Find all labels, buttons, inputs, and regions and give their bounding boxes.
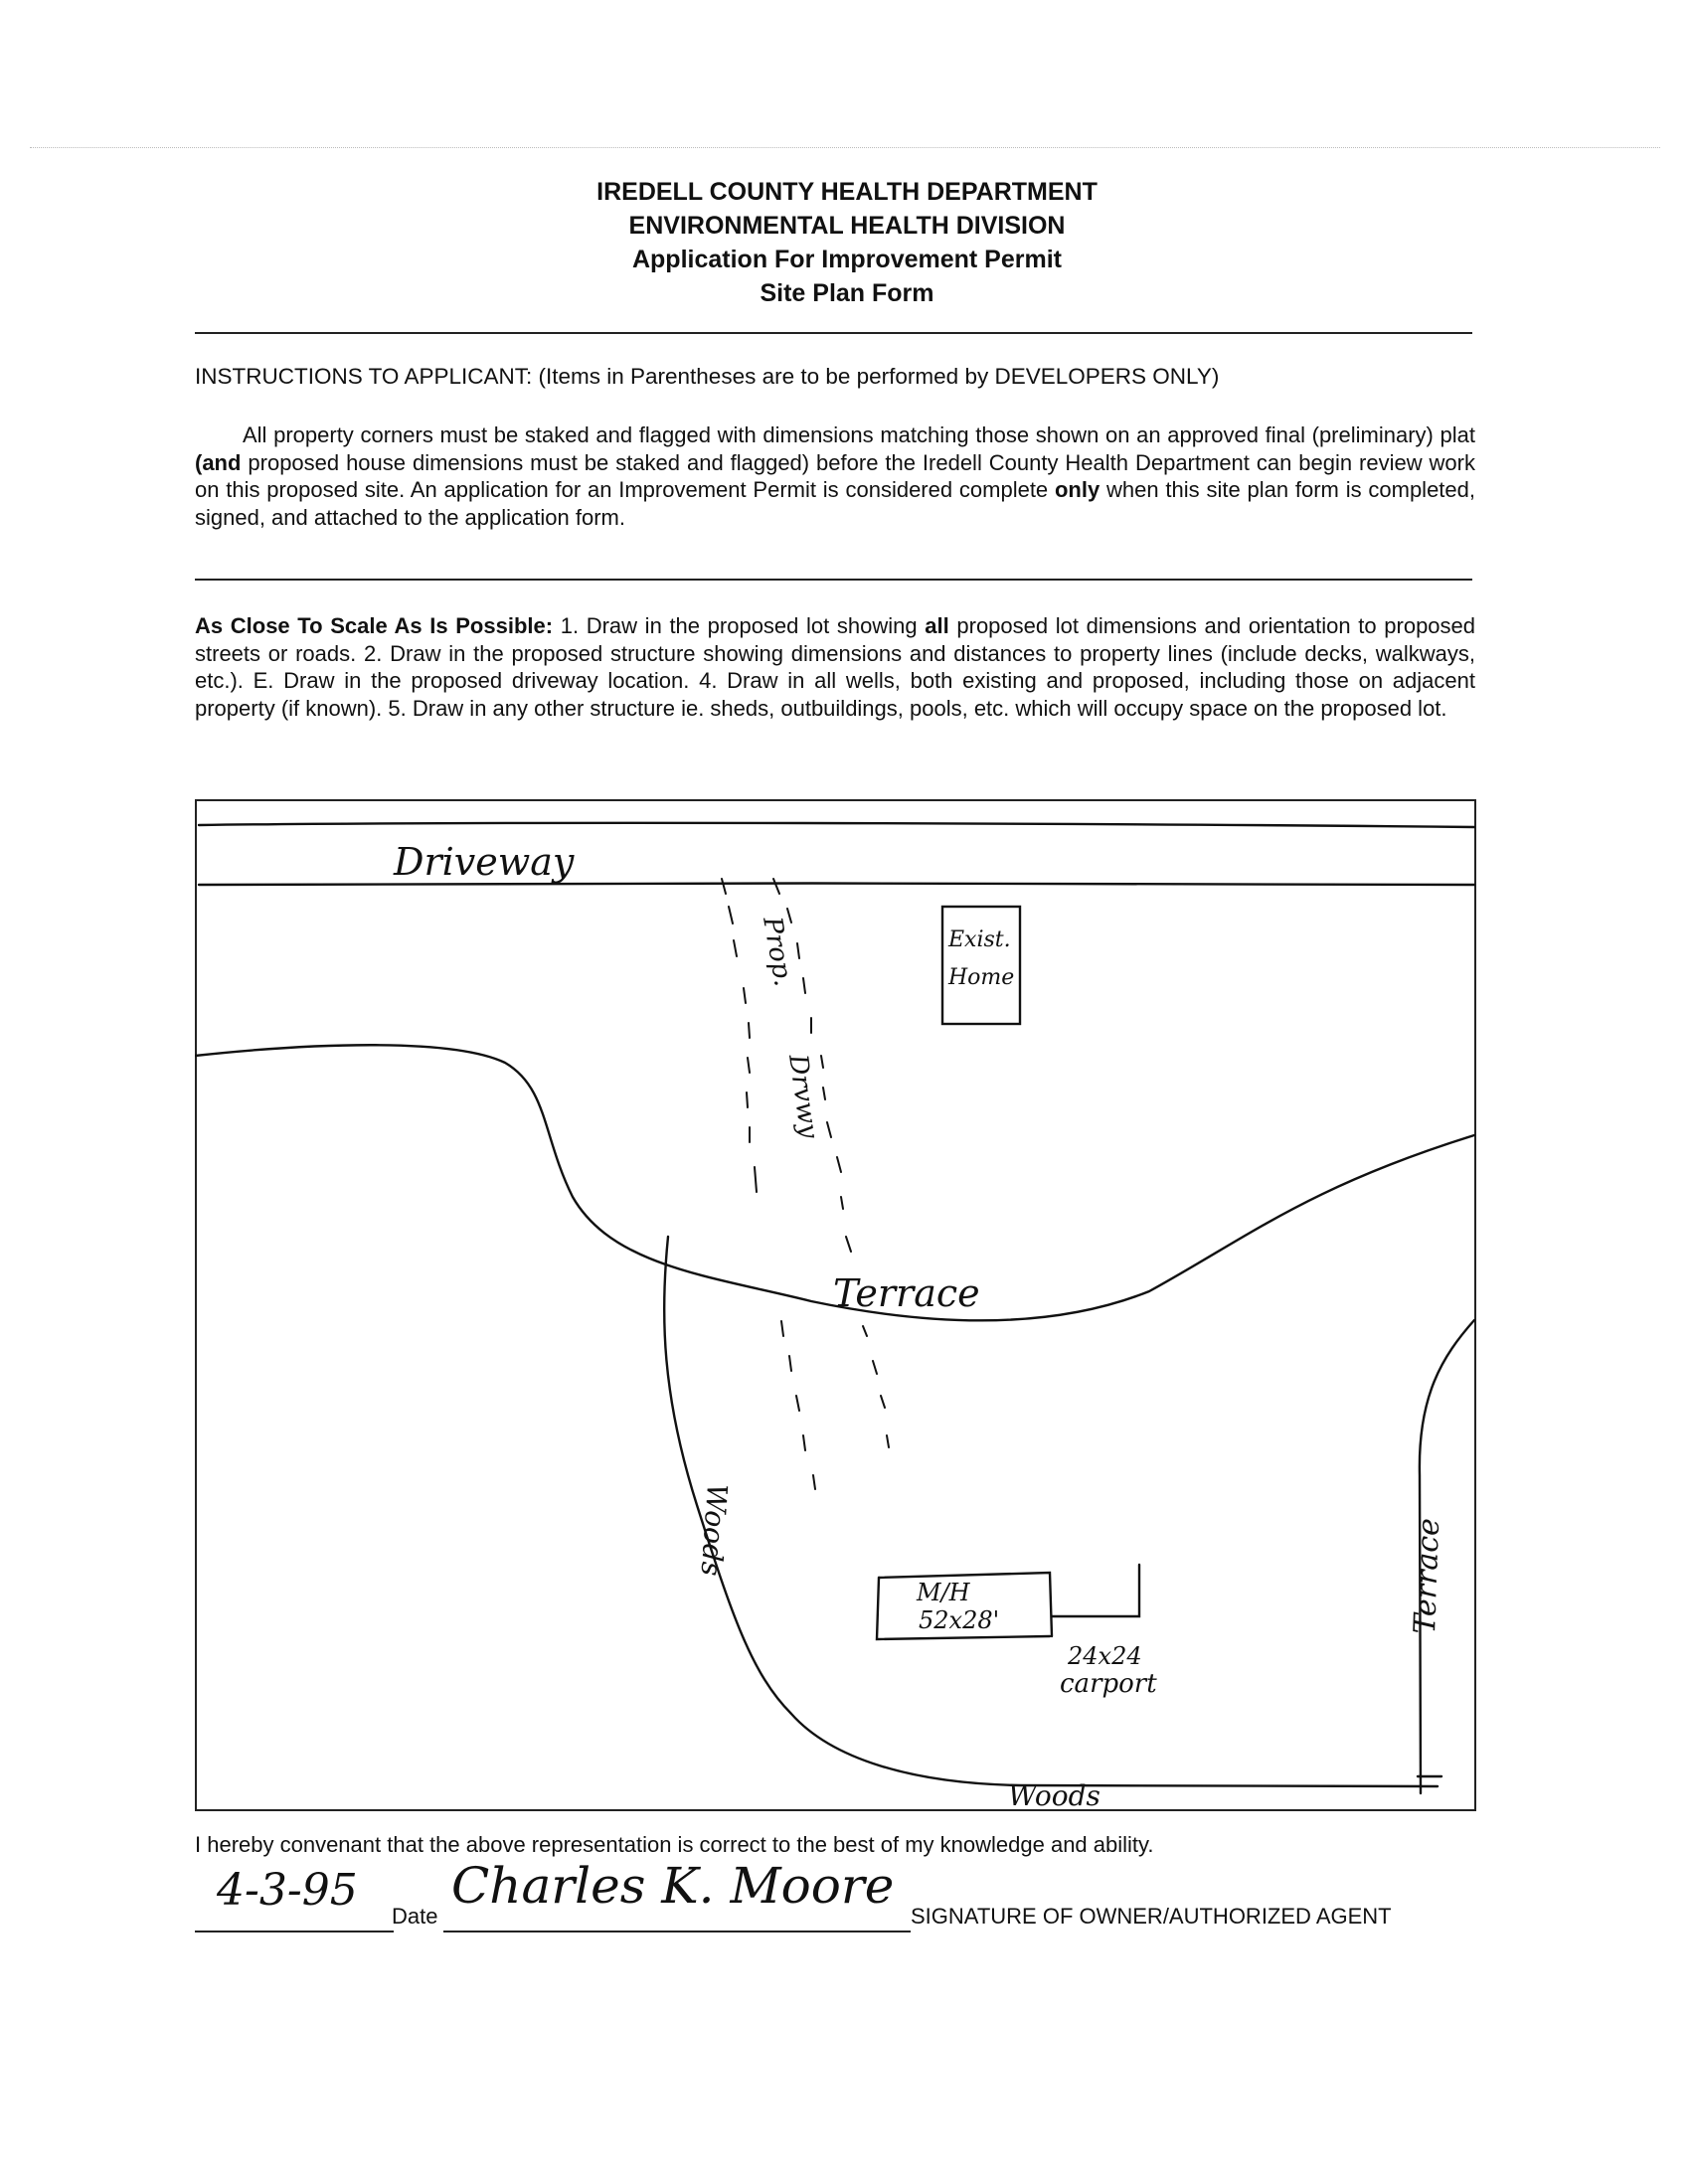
scale-lead: As Close To Scale As Is Possible:	[195, 613, 554, 638]
woods-bottom-label: Woods	[1008, 1779, 1101, 1811]
terrace-label: Terrace	[833, 1271, 980, 1315]
signature-underline	[443, 1931, 911, 1932]
form-subtitle: Site Plan Form	[760, 279, 934, 307]
owner-signature: Charles K. Moore	[451, 1857, 895, 1915]
driveway-label: Driveway	[394, 840, 575, 884]
instructions-bold-and: (and	[195, 449, 242, 475]
mobile-home-label-2: 52x28'	[919, 1606, 1000, 1634]
instructions-bold-only: only	[1054, 477, 1101, 502]
carport-label-1: 24x24	[1068, 1642, 1142, 1670]
divider-top	[195, 332, 1472, 334]
instructions-text: proposed house dimensions must be staked and flagged) before the Iredell County Health Department can begin review work on this proposed site. An application for an Improvement Permit is considered complete	[195, 449, 1475, 502]
scale-text: 1. Draw in the proposed lot showing	[553, 613, 926, 638]
form-header	[0, 175, 1694, 310]
date-underline	[195, 1931, 394, 1932]
scale-bold-all: all	[925, 613, 949, 638]
driveway-bottom-line	[199, 884, 1474, 886]
mobile-home-label-1: M/H	[917, 1579, 970, 1606]
instructions-text: when this site plan form is completed, signed, and attached to the application form.	[195, 477, 1475, 530]
instructions-text: All property corners must be staked and flagged with dimensions matching those shown on an approved final (preliminary) plat	[243, 422, 1475, 447]
site-plan-sketch	[195, 799, 1476, 1811]
woods-boundary-line	[664, 1237, 1438, 1786]
scale-paragraph	[195, 612, 1475, 722]
instructions-title: INSTRUCTIONS TO APPLICANT: (Items in Parentheses are to be performed by DEVELOPERS ONLY)	[195, 364, 1220, 389]
signature-row	[195, 1849, 1477, 1958]
certification-statement: I hereby convenant that the above representation is correct to the best of my knowledge and ability.	[195, 1832, 1154, 1857]
existing-home-label-1: Exist.	[948, 927, 1011, 952]
prop-driveway-label-2: Drvwy	[782, 1052, 824, 1141]
division-title: ENVIRONMENTAL HEALTH DIVISION	[628, 212, 1066, 240]
existing-home-label-2: Home	[948, 965, 1015, 990]
driveway-top-line	[199, 823, 1474, 827]
form-title: Application For Improvement Permit	[631, 246, 1062, 273]
scan-artifact-line	[30, 147, 1660, 148]
date-label: Date	[392, 1904, 438, 1929]
carport-label-2: carport	[1060, 1669, 1157, 1699]
divider-middle	[195, 579, 1472, 581]
department-title: IREDELL COUNTY HEALTH DEPARTMENT	[596, 178, 1098, 206]
instructions-paragraph	[195, 421, 1475, 531]
signature-label: SIGNATURE OF OWNER/AUTHORIZED AGENT	[911, 1904, 1392, 1929]
terrace-right-label: Terrace	[1408, 1517, 1447, 1635]
prop-driveway-label-1: Prop.	[757, 915, 798, 989]
scale-text: proposed lot dimensions and orientation to proposed streets or roads. 2. Draw in the proposed structure showing dimensions and distances to property lines (include decks, walkways, etc.). E. Draw in the proposed driveway location. 4. Draw in all wells, both existing and proposed, including those on adjacent property (if known). 5. Draw in any other structure ie. sheds, outbuildings, pools, etc. which will occupy space on the proposed lot.	[195, 613, 1476, 721]
carport-outline	[1052, 1565, 1139, 1616]
woods-left-label: Woods	[694, 1482, 734, 1578]
signed-date: 4-3-95	[217, 1865, 358, 1916]
